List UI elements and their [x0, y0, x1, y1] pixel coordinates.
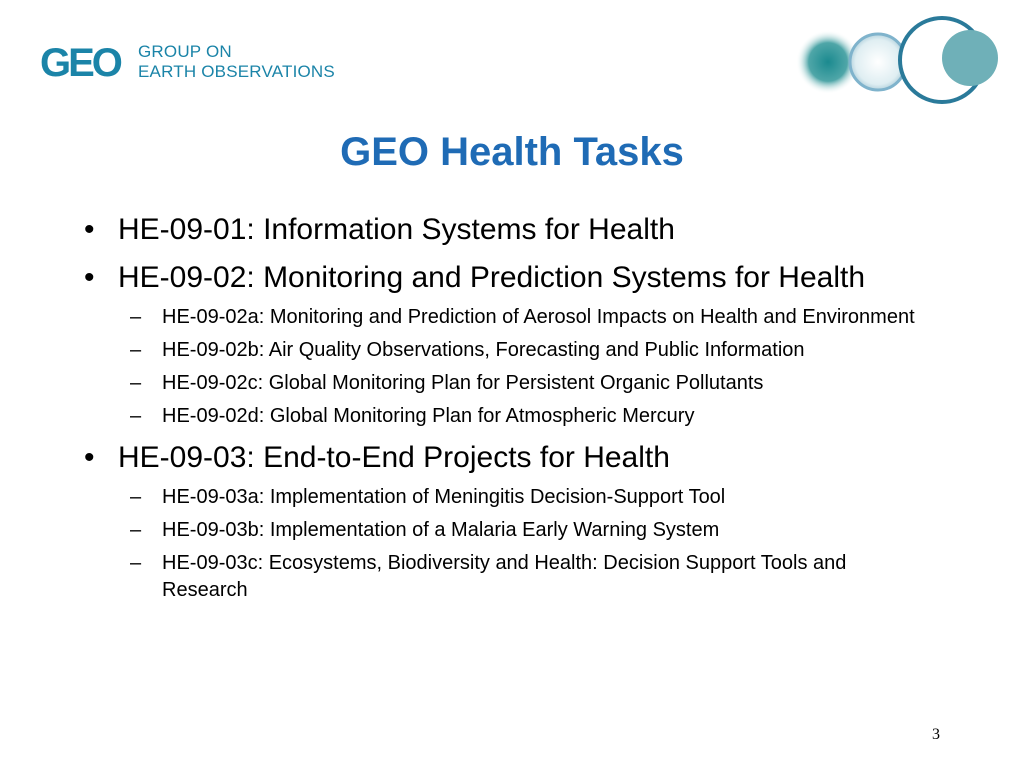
sub-item-text: HE-09-02c: Global Monitoring Plan for Persistent Organic Pollutants [162, 372, 764, 394]
slide-title: GEO Health Tasks [340, 130, 684, 174]
sub-item-he-09-03b [130, 517, 918, 544]
dash-icon: – [130, 372, 142, 394]
sub-item-text: HE-09-03c: Ecosystems, Biodiversity and Health: Decision Support Tools and Research [162, 552, 847, 601]
sub-item-text: HE-09-03b: Implementation of a Malaria Early Warning System [162, 519, 720, 541]
list-item-text: HE-09-01: Information Systems for Health [118, 213, 675, 246]
sub-item-he-09-02c [130, 370, 918, 397]
sub-item-he-09-02b [130, 337, 918, 364]
dash-icon: – [130, 306, 142, 328]
circle-solid [942, 30, 998, 86]
dash-icon: – [130, 519, 142, 541]
logo-text [138, 42, 335, 82]
decorative-circles-icon [770, 10, 1010, 110]
list-item-text: HE-09-02: Monitoring and Prediction Systems for Health [118, 261, 866, 294]
list-item-text: HE-09-03: End-to-End Projects for Health [118, 441, 670, 474]
list-item-he-09-03 [78, 438, 918, 478]
bullet-icon: • [84, 261, 95, 294]
bullet-icon: • [84, 441, 95, 474]
bullet-icon: • [84, 213, 95, 246]
bullet-list [78, 210, 918, 610]
list-item-he-09-01 [78, 210, 918, 250]
geo-logo [40, 38, 340, 88]
dash-icon: – [130, 552, 142, 574]
dash-icon: – [130, 339, 142, 361]
dash-icon: – [130, 486, 142, 508]
geo-logo-icon [40, 40, 132, 84]
circle-light-ring [850, 34, 906, 90]
sub-item-he-09-03c [130, 550, 918, 604]
sub-item-text: HE-09-02a: Monitoring and Prediction of Aerosol Impacts on Health and Environment [162, 306, 915, 328]
sub-item-text: HE-09-02b: Air Quality Observations, Forecasting and Public Information [162, 339, 805, 361]
sub-item-he-09-02a [130, 304, 918, 331]
sub-item-he-09-03a [130, 484, 918, 511]
list-item-he-09-02 [78, 258, 918, 298]
sub-list-he-09-03 [130, 484, 918, 604]
sub-item-text: HE-09-03a: Implementation of Meningitis Decision-Support Tool [162, 486, 726, 508]
logo-line-1: GROUP ON [138, 42, 232, 61]
geo-logo-mark: GEO [40, 41, 120, 84]
page-number: 3 [932, 726, 940, 743]
logo-line-2: EARTH OBSERVATIONS [138, 62, 335, 81]
sub-item-text: HE-09-02d: Global Monitoring Plan for Atmospheric Mercury [162, 405, 695, 427]
dash-icon: – [130, 405, 142, 427]
sub-list-he-09-02 [130, 304, 918, 430]
sub-item-he-09-02d [130, 403, 918, 430]
